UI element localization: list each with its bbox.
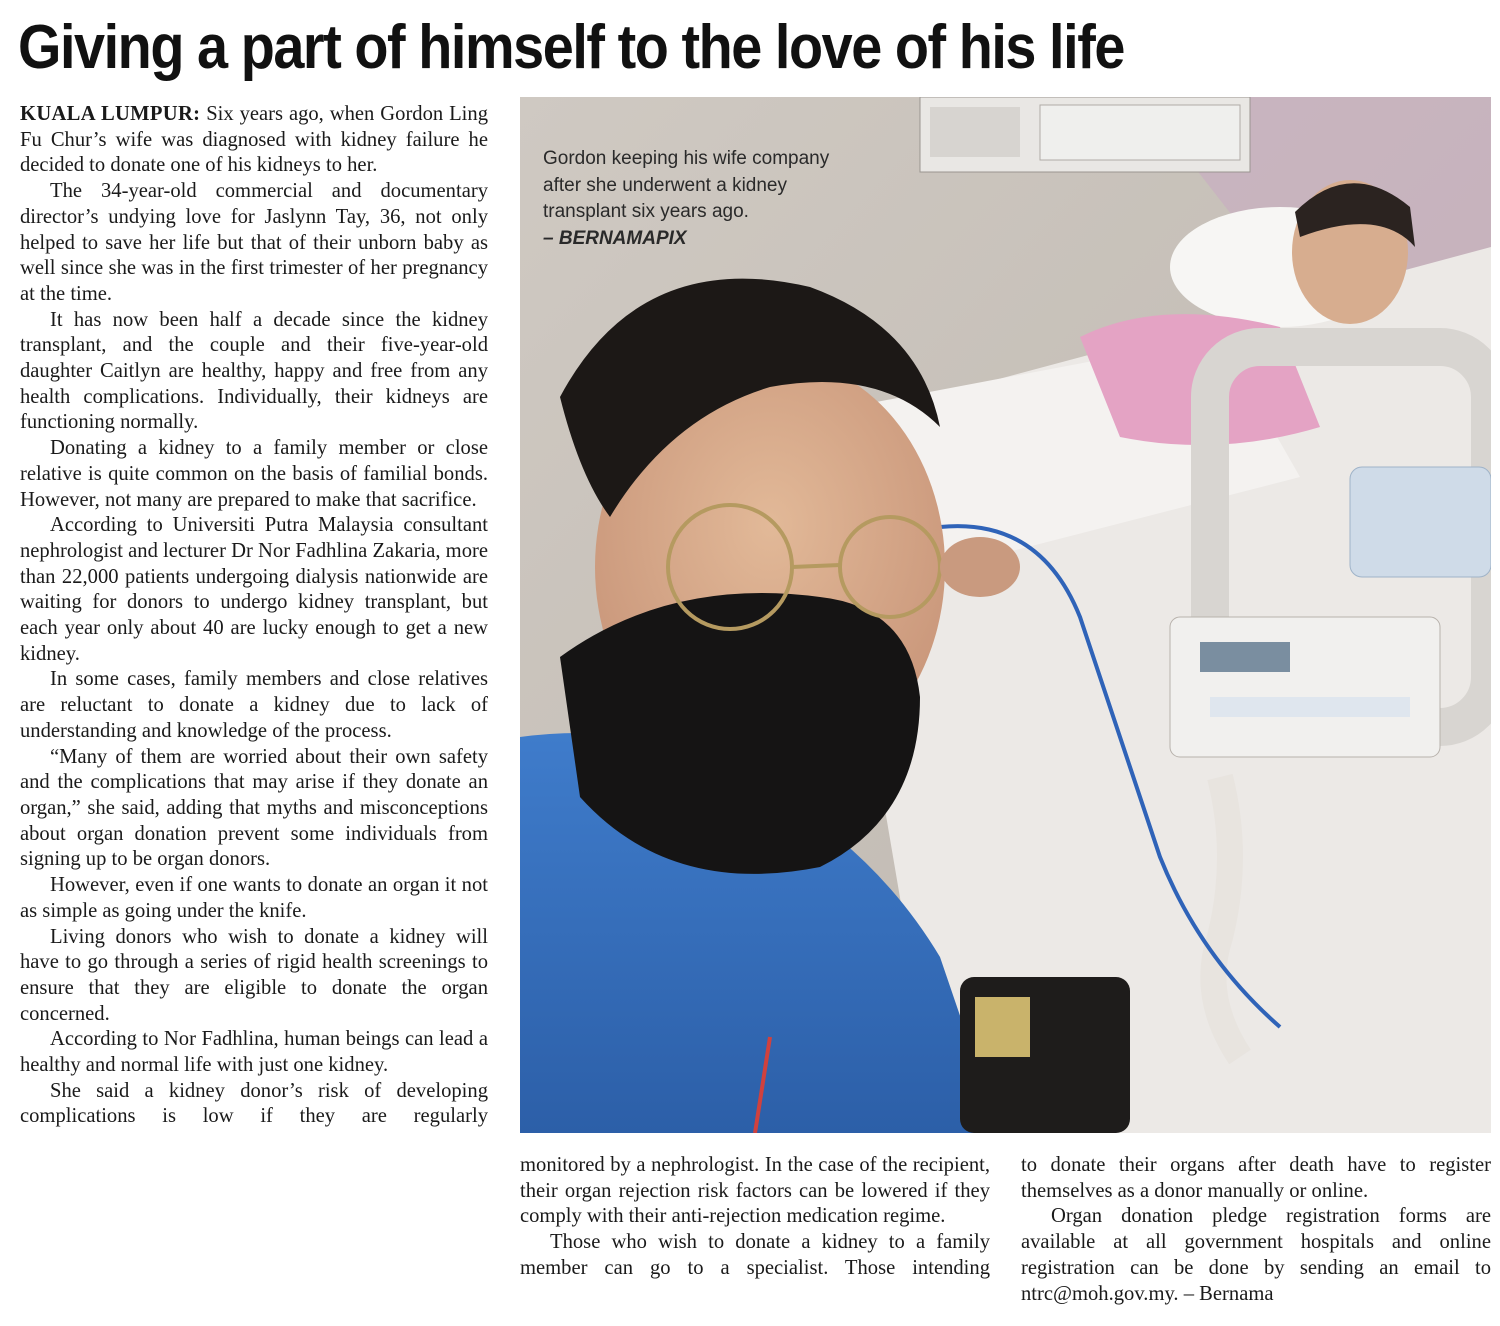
article-paragraph: The 34-year-old commercial and documentary director’s undying love for Jaslynn Tay, 36, not only helped to save her life but that of their unborn baby as well since she was in the first trimester of her pregnancy at the time. [20, 180, 488, 305]
news-photo [520, 97, 1491, 1133]
headline: Giving a part of himself to the love of his life [18, 13, 1124, 82]
article-column-1 [20, 102, 488, 1130]
caption-line: Gordon keeping his wife company [543, 148, 830, 169]
article-paragraph: Donating a kidney to a family member or close relative is quite common on the basis of familial bonds. However, not many are prepared to make that sacrifice. [20, 437, 488, 511]
article-paragraph: Organ donation pledge registration forms are available at all government hospitals and online registration can be done by sending an email to ntrc@moh.gov.my. – Bernama [1021, 1205, 1491, 1305]
article-paragraph: to donate their organs after death have to register themselves as a donor manually or online. [1021, 1154, 1491, 1202]
caption-line: transplant six years ago. [543, 201, 749, 222]
article-column-2 [520, 1153, 990, 1282]
photo-illustration [520, 97, 1491, 1133]
paragraph-text: Six years ago, when Gordon Ling Fu Chur’s wife was diagnosed with kidney failure he decided to donate one of his kidneys to her. [20, 103, 488, 177]
photo-credit: – BERNAMAPIX [543, 227, 687, 249]
article-paragraph: In some cases, family members and close relatives are reluctant to donate a kidney due to lack of understanding and knowledge of the process. [20, 668, 488, 742]
article-paragraph: She said a kidney donor’s risk of developing complications is low if they are regularly [20, 1079, 488, 1128]
article-paragraph [20, 102, 488, 179]
article-paragraph: It has now been half a decade since the kidney transplant, and the couple and their five-year-old daughter Caitlyn are healthy, happy and free from any health complications. Individually, their kidneys are functioning normally. [20, 308, 488, 434]
article-paragraph: Living donors who wish to donate a kidney will have to go through a series of rigid health screenings to ensure that they are eligible to donate the organ concerned. [20, 925, 488, 1025]
dateline: KUALA LUMPUR: [20, 103, 201, 125]
article-paragraph: According to Nor Fadhlina, human beings can lead a healthy and normal life with just one kidney. [20, 1028, 488, 1077]
photo-caption [543, 146, 903, 252]
article-paragraph: monitored by a nephrologist. In the case of the recipient, their organ rejection risk factors can be lowered if they comply with their anti-rejection medication regime. [520, 1154, 990, 1228]
article-paragraph: However, even if one wants to donate an organ it not as simple as going under the knife. [20, 874, 488, 922]
article-paragraph: “Many of them are worried about their own safety and the complications that may arise if they donate an organ,” she said, adding that myths and misconceptions about organ donation prevent some individuals from signing up to be organ donors. [20, 745, 488, 871]
caption-line: after she underwent a kidney [543, 174, 787, 196]
article-column-3 [1021, 1153, 1491, 1307]
article-paragraph: Those who wish to donate a kidney to a family member can go to a specialist. Those intending [520, 1231, 990, 1279]
article-paragraph: According to Universiti Putra Malaysia consultant nephrologist and lecturer Dr Nor Fadhlina Zakaria, more than 22,000 patients undergoing dialysis nationwide are waiting for donors to undergo kidney transplant, but each year only about 40 are lucky enough to get a new kidney. [20, 514, 488, 665]
